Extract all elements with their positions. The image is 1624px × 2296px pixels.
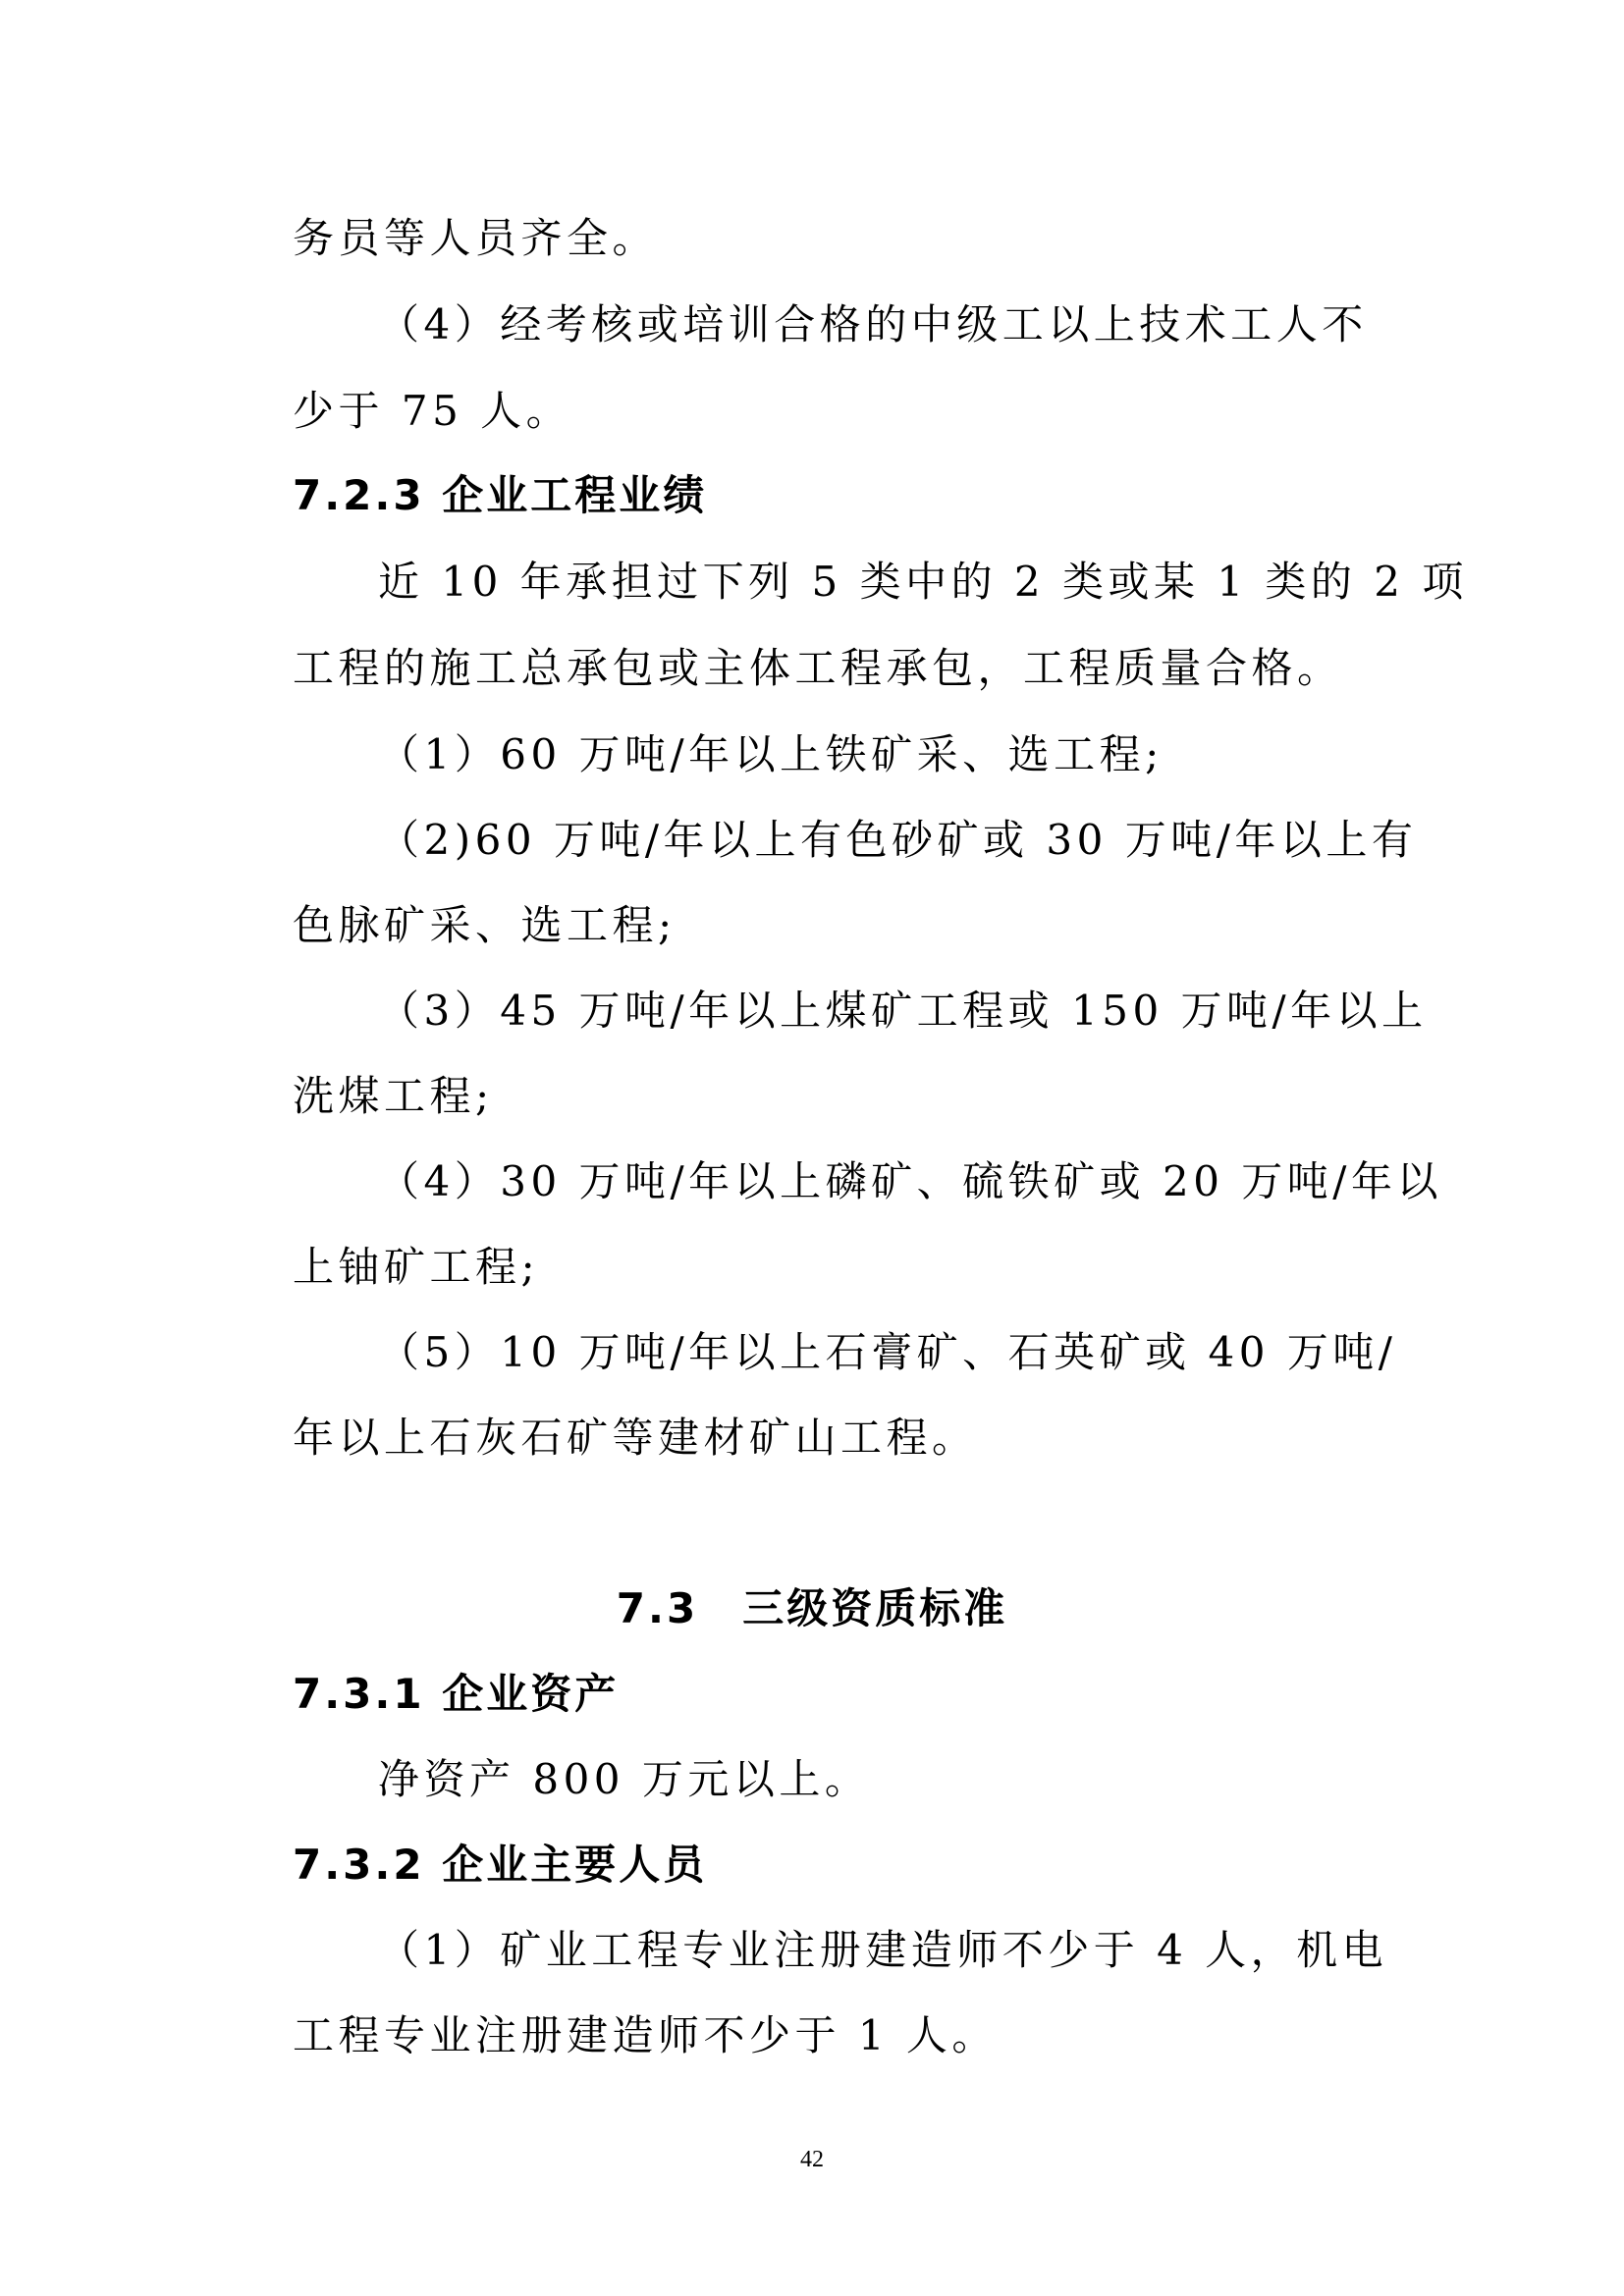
list-item-line: （1）矿业工程专业注册建造师不少于 4 人，机电 [378, 1926, 1388, 1974]
list-item-line: （4）30 万吨/年以上磷矿、硫铁矿或 20 万吨/年以 [378, 1157, 1442, 1205]
list-item-line: （1）60 万吨/年以上铁矿采、选工程; [378, 730, 1164, 778]
body-text-line: 工程的施工总承包或主体工程承包，工程质量合格。 [293, 644, 1343, 692]
body-text-line: 洗煤工程; [293, 1072, 494, 1120]
section-title-7-3: 7.3 三级资质标准 [616, 1584, 1008, 1632]
body-text-line: 近 10 年承担过下列 5 类中的 2 类或某 1 类的 2 项 [378, 558, 1468, 606]
list-item-line: （5）10 万吨/年以上石膏矿、石英矿或 40 万吨/ [378, 1328, 1397, 1376]
page-number: 42 [800, 2147, 824, 2172]
body-text-line: 务员等人员齐全。 [293, 214, 659, 262]
list-item-line: （2)60 万吨/年以上有色砂矿或 30 万吨/年以上有 [378, 816, 1418, 864]
body-text-line: 年以上石灰石矿等建材矿山工程。 [293, 1414, 978, 1462]
section-heading-7-3-2: 7.3.2 企业主要人员 [293, 1841, 708, 1889]
list-item-line: （4）经考核或培训合格的中级工以上技术工人不 [378, 300, 1368, 348]
body-text-line: 上铀矿工程; [293, 1243, 540, 1291]
body-text-line: 少于 75 人。 [293, 387, 572, 435]
body-text-line: 色脉矿采、选工程; [293, 901, 677, 949]
body-text-line: 工程专业注册建造师不少于 1 人。 [293, 2011, 998, 2059]
section-heading-7-2-3: 7.2.3 企业工程业绩 [293, 471, 708, 519]
section-heading-7-3-1: 7.3.1 企业资产 [293, 1670, 620, 1718]
body-text-line: 净资产 800 万元以上。 [378, 1755, 871, 1803]
list-item-line: （3）45 万吨/年以上煤矿工程或 150 万吨/年以上 [378, 987, 1428, 1035]
